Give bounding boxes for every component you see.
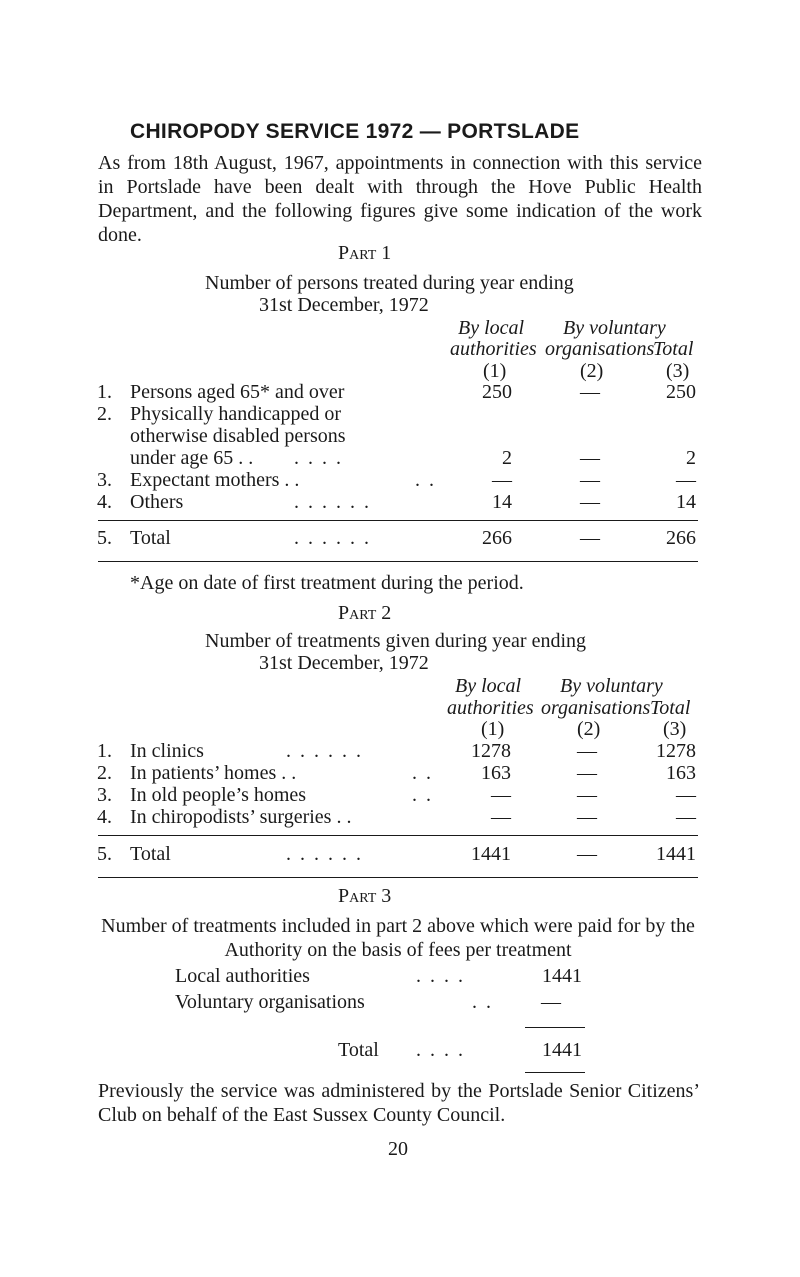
part3-row2-label: Voluntary organisations [175,991,365,1013]
part2-col1-header-line2: authorities [447,697,534,719]
part2-row1-c1: 1278 [471,740,511,762]
part1-colnum-1: (1) [483,360,507,382]
part1-row4-num: 4. [97,491,112,513]
part1-footnote: *Age on date of first treatment during the period. [130,572,524,594]
part1-row2-c2: — [580,447,600,469]
part2-col2-header: By voluntary [560,675,663,697]
part3-description: Number of treatments included in part 2 above which were paid for by the Authority on the basis of fees per treatment [101,915,695,961]
part3-total-label: Total [338,1039,379,1061]
part3-row1-dots: . . . . [416,965,465,987]
part1-rule-bottom [98,561,698,562]
part2-subtitle-line1: Number of treatments given during year ending [205,630,586,652]
part2-row2-label: In patients’ homes . . [130,762,297,784]
part1-subtitle-line2: 31st December, 1972 [259,294,429,316]
part1-subtitle-line1: Number of persons treated during year ending [205,272,574,294]
part2-row3-dots: . . [412,784,433,806]
part2-row4-c2: — [577,806,597,828]
part1-col1-header: By local [458,317,525,339]
part1-row1-c1: 250 [482,381,512,403]
part1-row2-c1: 2 [502,447,512,469]
part1-total-c2: — [580,527,600,549]
part2-row2-num: 2. [97,762,112,784]
part1-row3-dots: . . [415,469,436,491]
part2-row3-c2: — [577,784,597,806]
part1-row4-c3: 14 [676,491,696,513]
part2-row4-label: In chiropodists’ surgeries . . [130,806,352,828]
part1-col1-header-line2: authorities [450,338,537,360]
part2-colnum-3: (3) [663,718,687,740]
part2-row2-c3: 163 [666,762,696,784]
closing-paragraph: Previously the service was administered by the Portslade Senior Citizens’ Club on behalf of the East Sussex County Council. [98,1080,700,1126]
part1-row3-c1: — [492,469,512,491]
part1-col3-header: Total [653,338,694,360]
part2-row3-label: In old people’s homes [130,784,307,806]
part1-row3-c2: — [580,469,600,491]
part2-row1-c2: — [577,740,597,762]
part1-row3-label: Expectant mothers . . [130,469,300,491]
part2-total-dots: . . . . . . [286,843,363,865]
part1-row1-label: Persons aged 65* and over [130,381,345,403]
part1-row3-num: 3. [97,469,112,491]
part1-row1-c3: 250 [666,381,696,403]
part3-total-value: 1441 [542,1039,582,1061]
part2-row2-dots: . . [412,762,433,784]
part1-row4-c1: 14 [492,491,512,513]
part2-rule-top [98,835,698,836]
part2-colnum-2: (2) [577,718,601,740]
part1-row2-label-line1: Physically handicapped or [130,403,342,425]
part1-row2-dots: . . . . [294,447,343,469]
part3-row2-value: — [541,991,561,1013]
part1-col2-header-line2: organisations [545,338,655,360]
part2-row3-num: 3. [97,784,112,806]
part3-total-dots: . . . . [416,1039,465,1061]
part2-row1-label: In clinics [130,740,204,762]
part2-row4-num: 4. [97,806,112,828]
part1-heading: Part 1 [338,242,392,264]
part2-rule-bottom [98,877,698,878]
part2-row4-c3: — [676,806,696,828]
part2-row1-c3: 1278 [656,740,696,762]
part1-row2-num: 2. [97,403,112,425]
part2-total-c1: 1441 [471,843,511,865]
part1-total-num: 5. [97,527,112,549]
part1-colnum-3: (3) [666,360,690,382]
part2-row1-num: 1. [97,740,112,762]
part1-row4-dots: . . . . . . [294,491,371,513]
part2-total-label: Total [130,843,171,865]
part2-colnum-1: (1) [481,718,505,740]
part2-row4-c1: — [491,806,511,828]
part2-row2-c2: — [577,762,597,784]
part3-heading: Part 3 [338,885,392,907]
part2-row1-dots: . . . . . . [286,740,363,762]
part2-row2-c1: 163 [481,762,511,784]
part1-row3-c3: — [676,469,696,491]
part2-row3-c1: — [491,784,511,806]
part2-col1-header: By local [455,675,522,697]
part3-rule-bottom [525,1072,585,1073]
part1-total-dots: . . . . . . [294,527,371,549]
page-number: 20 [388,1138,408,1160]
page-title: CHIROPODY SERVICE 1972 — PORTSLADE [130,120,580,143]
part3-rule-top [525,1027,585,1028]
part1-row2-label-line2: otherwise disabled persons [130,425,346,447]
part2-col2-header-line2: organisations [541,697,651,719]
part1-row1-c2: — [580,381,600,403]
part2-subtitle-line2: 31st December, 1972 [259,652,429,674]
part1-rule-top [98,520,698,521]
part1-total-label: Total [130,527,171,549]
part1-total-c1: 266 [482,527,512,549]
part2-total-c2: — [577,843,597,865]
part1-colnum-2: (2) [580,360,604,382]
part1-total-c3: 266 [666,527,696,549]
part2-total-num: 5. [97,843,112,865]
part2-row3-c3: — [676,784,696,806]
part1-row1-num: 1. [97,381,112,403]
part1-row2-label-line3: under age 65 . . [130,447,254,469]
part1-col2-header: By voluntary [563,317,666,339]
part3-row2-dots: . . [472,991,493,1013]
part3-row1-label: Local authorities [175,965,310,987]
intro-paragraph: As from 18th August, 1967, appointments in connection with this service in Portslade have been dealt with through the Hove Public Health Department, and the following figures give some indication of the work done. [98,152,702,246]
part1-row4-label: Others [130,491,184,513]
part2-heading: Part 2 [338,602,392,624]
part2-total-c3: 1441 [656,843,696,865]
part1-row4-c2: — [580,491,600,513]
part2-col3-header: Total [650,697,691,719]
part3-row1-value: 1441 [542,965,582,987]
part1-row2-c3: 2 [686,447,696,469]
